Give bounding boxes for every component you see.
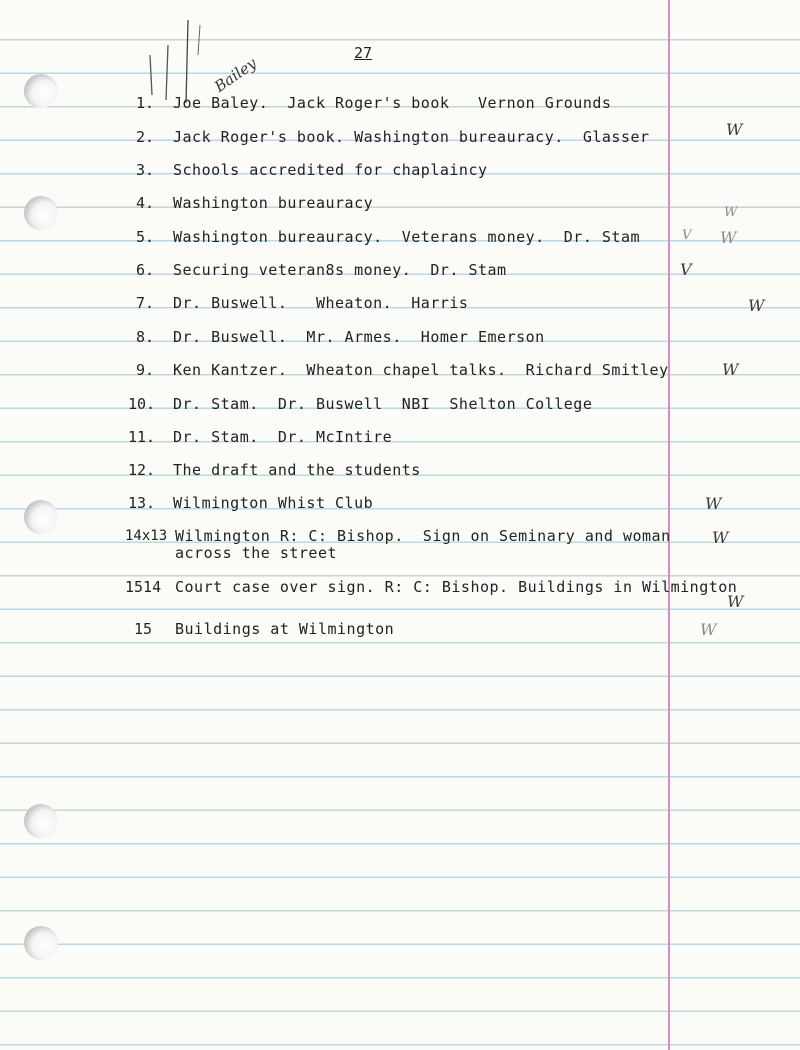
- pencil-marks: [140, 15, 210, 105]
- item-number: 1514: [125, 578, 162, 596]
- check-mark-v: V: [680, 260, 692, 279]
- item-number: 8.: [136, 328, 155, 346]
- item-text: Schools accredited for chaplaincy: [173, 161, 488, 179]
- item-text: Washington bureauracy. Veterans money. Dr. Stam: [173, 228, 641, 246]
- punch-hole: [24, 74, 58, 108]
- item-text: Ken Kantzer. Wheaton chapel talks. Richard Smitley: [173, 361, 669, 379]
- check-mark-v: V: [682, 228, 692, 243]
- check-mark-w: W: [726, 120, 743, 139]
- item-text: Dr. Stam. Dr. McIntire: [173, 428, 393, 446]
- item-text: Securing veteran8s money. Dr. Stam: [173, 261, 507, 279]
- punch-hole: [24, 196, 58, 230]
- item-number: 5.: [136, 228, 155, 246]
- item-text: Joe Baley. Jack Roger's book Vernon Grounds: [173, 94, 612, 112]
- item-number: 6.: [136, 261, 155, 279]
- item-text: Court case over sign. R: C: Bishop. Buildings in Wilmington: [175, 578, 738, 596]
- check-mark-w: W: [700, 620, 717, 639]
- item-text: Wilmington R: C: Bishop. Sign on Seminary and woman across the street: [175, 527, 671, 562]
- item-text: Dr. Buswell. Wheaton. Harris: [173, 294, 469, 312]
- page-number: 27: [354, 44, 373, 62]
- item-number: 7.: [136, 294, 155, 312]
- item-number: 3.: [136, 161, 155, 179]
- check-mark-w: W: [724, 205, 738, 220]
- item-number: 14x13: [125, 528, 168, 544]
- punch-hole: [24, 926, 58, 960]
- item-number: 9.: [136, 361, 155, 379]
- item-text: Buildings at Wilmington: [175, 620, 395, 638]
- punch-hole: [24, 500, 58, 534]
- item-number: 1.: [136, 94, 155, 112]
- item-number: 13.: [128, 494, 156, 512]
- item-number: 11.: [128, 428, 156, 446]
- item-text: Wilmington Whist Club: [173, 494, 374, 512]
- check-mark-w: W: [727, 592, 744, 611]
- check-mark-w: W: [712, 528, 729, 547]
- item-text: Dr. Stam. Dr. Buswell NBI Shelton College: [173, 395, 593, 413]
- check-mark-w: W: [705, 494, 722, 513]
- item-text: Washington bureauracy: [173, 194, 374, 212]
- check-mark-w: W: [722, 360, 739, 379]
- item-text: The draft and the students: [173, 461, 421, 479]
- check-mark-w: W: [748, 296, 765, 315]
- item-number: 12.: [128, 461, 156, 479]
- item-number: 15: [134, 620, 153, 638]
- item-text: Dr. Buswell. Mr. Armes. Homer Emerson: [173, 328, 545, 346]
- handwritten-insert: Bailey: [211, 54, 260, 96]
- check-mark-w: W: [720, 228, 737, 247]
- item-text: Jack Roger's book. Washington bureauracy. Glasser: [173, 128, 650, 146]
- item-number: 2.: [136, 128, 155, 146]
- margin-line: [668, 0, 670, 1050]
- item-number: 4.: [136, 194, 155, 212]
- item-number: 10.: [128, 395, 156, 413]
- punch-hole: [24, 804, 58, 838]
